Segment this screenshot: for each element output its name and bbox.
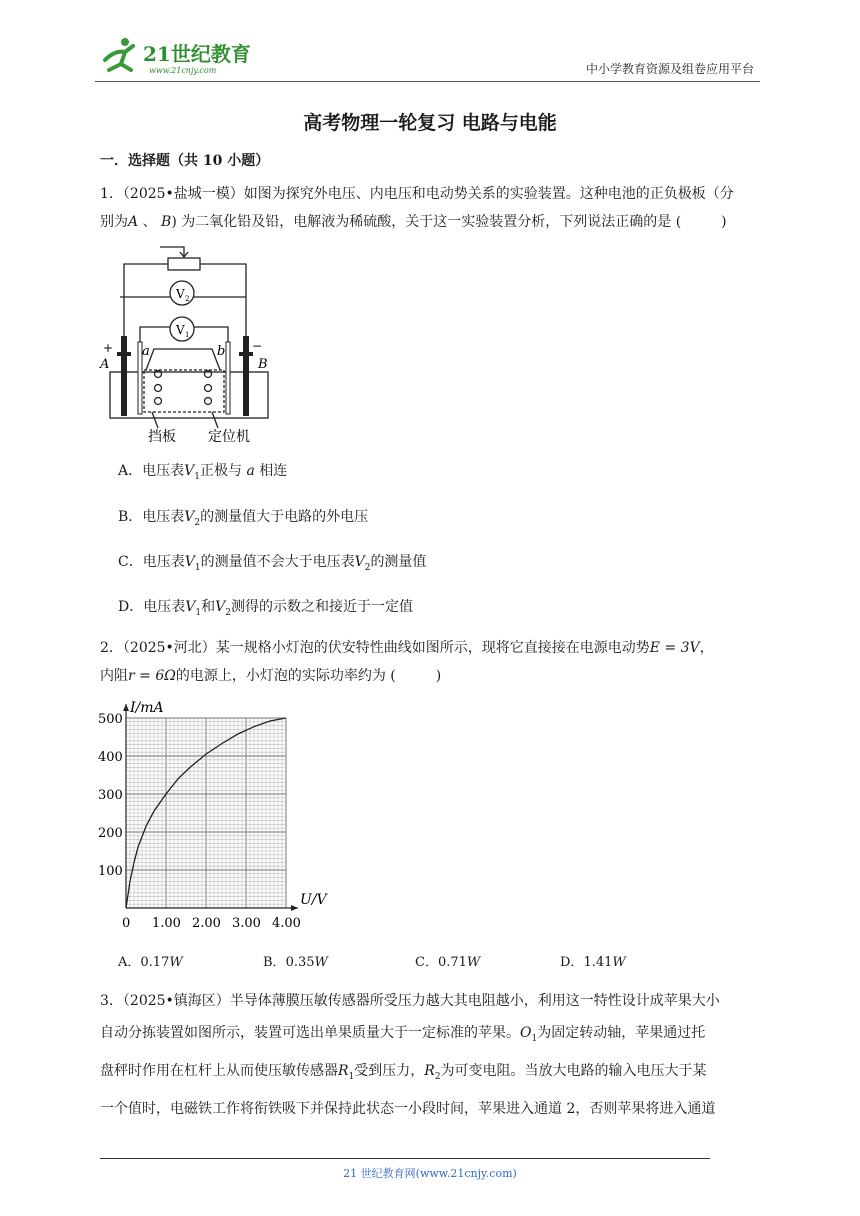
q2-option-d[interactable]: D．1.41W [560, 955, 626, 970]
x-tick-label: 1.00 [152, 916, 181, 931]
electrode-b-clip [239, 352, 253, 356]
iv-characteristic-chart [96, 698, 346, 940]
logo-figure-head [121, 38, 129, 46]
y-axis-label: I/mA [130, 700, 164, 716]
label-B: B [258, 357, 268, 372]
question-3-text [100, 985, 765, 1125]
q1-option-d[interactable]: D．电压表$V_1$和$V_2$测得的示数之和接近于一定值 [118, 599, 413, 618]
y-tick-label: 300 [98, 788, 123, 803]
electrode-a-clip [117, 352, 131, 356]
q2-line1: 2．（2025•河北）某一规格小灯泡的伏安特性曲线如图所示，现将它直接接在电源电动势E = 3V， [100, 640, 714, 656]
x-tick-label: 2.00 [192, 916, 221, 931]
rheostat [168, 258, 200, 270]
page-header [95, 36, 760, 82]
chart-axes [123, 704, 298, 911]
question-2-text [100, 634, 765, 690]
q3-line4: 一个值时，电磁铁工作将衔铁吸下并保持此状态一小段时间，苹果进入通道 2，否则苹果将进入通道 [100, 1100, 716, 1117]
label-a: a [142, 344, 150, 359]
x-axis-arrow [291, 905, 298, 911]
y-tick-label: 200 [98, 826, 123, 841]
label-v1: V [176, 323, 185, 337]
q3-line1: 3．（2025•镇海区）半导体薄膜压敏传感器所受压力越大其电阻越小，利用这一特性设计成苹果大小 [100, 993, 720, 1009]
q1-apparatus-figure [98, 242, 288, 450]
platform-name: 中小学教育资源及组卷应用平台 [585, 62, 754, 76]
q1-option-c[interactable]: C．电压表$V_1$的测量值不会大于电压表$V_2$的测量值 [118, 554, 427, 573]
label-v1-sub: 1 [185, 331, 190, 339]
y-axis-arrow [123, 704, 129, 711]
label-minus: − [252, 339, 263, 353]
label-leaders [152, 412, 218, 428]
document-title: 高考物理一轮复习 电路与电能 [303, 112, 557, 134]
runner-icon [105, 46, 133, 70]
footer-divider [100, 1158, 710, 1159]
electrode-b-plate [243, 336, 249, 416]
label-b: b [217, 344, 226, 359]
hole [155, 398, 162, 405]
question-1-text [100, 180, 765, 236]
label-plus: + [103, 341, 114, 355]
q2-line2: 内阻r = 6Ω的电源上，小灯泡的实际功率约为 ( ) [100, 668, 442, 684]
label-v2-sub: 2 [185, 295, 190, 303]
y-tick-label: 500 [98, 712, 123, 727]
q2-option-b[interactable]: B．0.35W [263, 955, 328, 970]
label-locator: 定位机 [208, 429, 250, 445]
q2-option-a[interactable]: A．0.17W [118, 955, 183, 970]
x-axis-label: U/V [300, 892, 327, 908]
section-heading: 一．选择题（共 10 小题） [100, 153, 270, 169]
label-baffle: 挡板 [148, 429, 176, 445]
q2-option-c[interactable]: C．0.71W [415, 955, 481, 970]
q1-line2: 别为A 、 B) 为二氧化铅及铅，电解液为稀硫酸，关于这一实验装置分析，下列说法正确的是 ( ) [100, 214, 727, 230]
x-tick-label: 4.00 [272, 916, 301, 931]
probe-b [226, 342, 230, 414]
q3-line2: 自动分拣装置如图所示，装置可选出单果质量大于一定标准的苹果。$O_1$为固定转动轴，苹果通过托 [100, 1025, 706, 1044]
q1-option-a[interactable]: A．电压表$V_1$正极与 a 相连 [118, 463, 288, 482]
chart-grid [126, 718, 286, 908]
y-tick-label: 100 [98, 864, 123, 879]
hole [155, 385, 162, 392]
logo [95, 36, 265, 76]
inner-cell-lid [146, 349, 220, 370]
q1-line1: 1．（2025•盐城一模）如图为探究外电压、内电压和电动势关系的实验装置。这种电池的正负极板（分 [100, 186, 734, 202]
label-v2: V [176, 287, 185, 301]
hole [205, 385, 212, 392]
q1-option-b[interactable]: B．电压表$V_2$的测量值大于电路的外电压 [118, 509, 369, 528]
logo-text: 21世纪教育 [143, 42, 251, 66]
electrode-a-plate [121, 336, 127, 416]
label-A: A [100, 357, 110, 372]
x-tick-label: 0 [122, 916, 131, 931]
logo-url: www.21cnjy.com [149, 66, 217, 75]
y-tick-label: 400 [98, 750, 123, 765]
x-tick-label: 3.00 [232, 916, 261, 931]
hole [205, 398, 212, 405]
q3-line3: 盘秤时作用在杠杆上从而使压敏传感器$R_1$受到压力，$R_2$为可变电阻。当放大电路的输入电压大于某 [100, 1062, 707, 1082]
rheostat-slider [160, 247, 184, 256]
footer-text: 21 世纪教育网(www.21cnjy.com) [343, 1167, 517, 1180]
